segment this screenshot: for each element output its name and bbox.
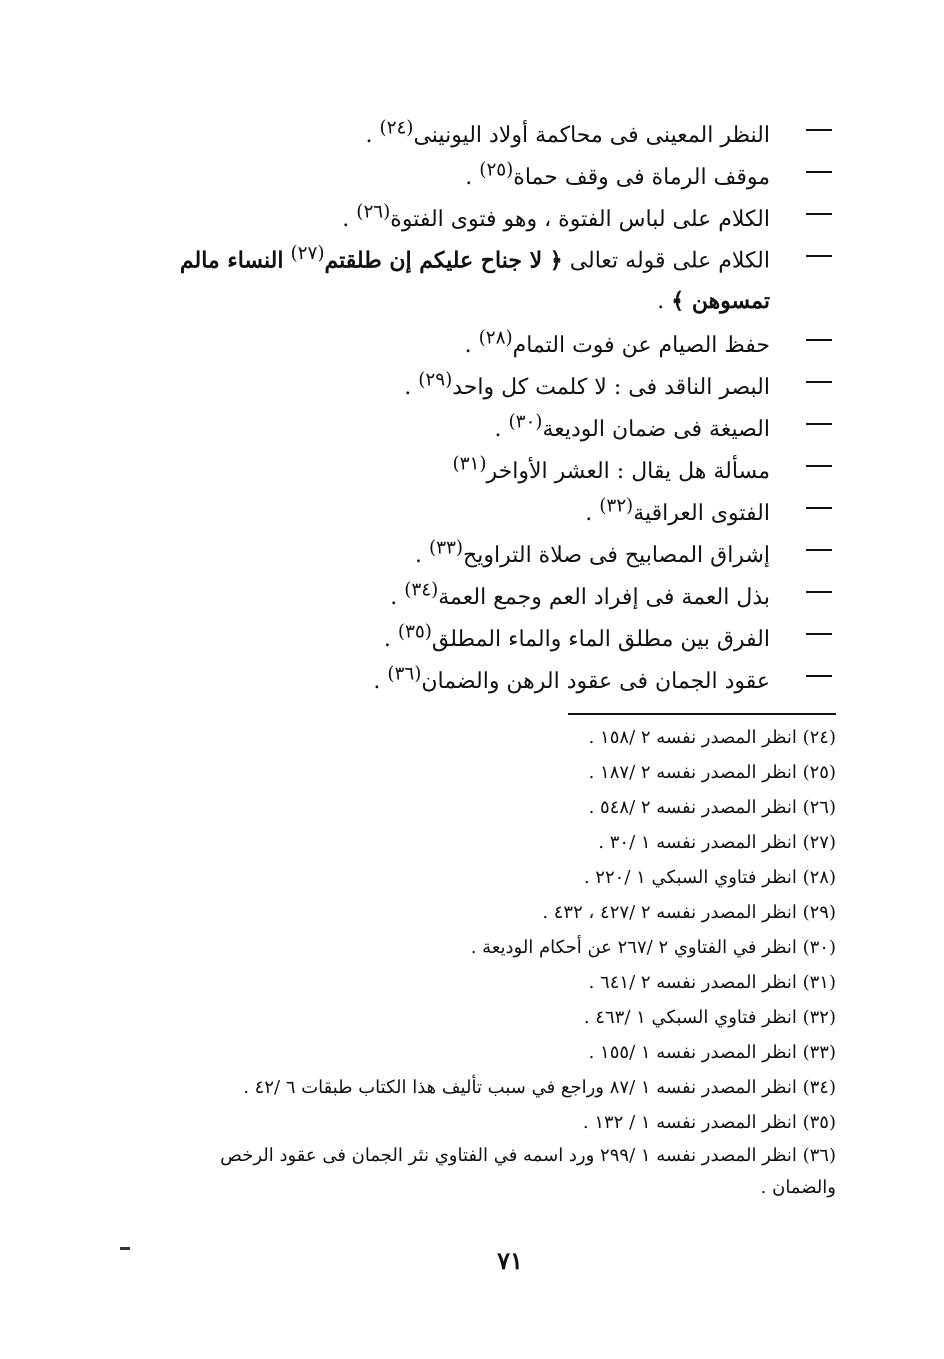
footnote-ref: (٢٩) — [418, 370, 453, 391]
item-end: . — [415, 543, 430, 569]
list-item — [152, 360, 832, 402]
footnote: (٢٧) انظر المصدر نفسه ١ /٣٠ . — [598, 832, 836, 853]
item-title: النظر المعينى فى محاكمة أولاد اليونينى — [413, 123, 770, 149]
item-end: . — [464, 333, 479, 359]
item-title: الكلام على لباس الفتوة ، وهو فتوى الفتوة — [390, 207, 770, 233]
bullet-dash — [806, 423, 832, 425]
item-end: . — [383, 627, 398, 653]
footnote: (٣٠) انظر في الفتاوي ٢ /٢٦٧ عن أحكام الوديعة . — [470, 937, 836, 958]
bullet-dash — [806, 213, 832, 215]
item-end: . — [404, 375, 419, 401]
list-item — [152, 486, 832, 528]
footnote-ref: (٣٢) — [599, 496, 634, 517]
footnote: (٢٥) انظر المصدر نفسه ٢ /١٨٧ . — [588, 762, 836, 783]
item-title: البصر الناقد فى : لا كلمت كل واحد — [452, 375, 770, 401]
item-title: بذل العمة فى إفراد العم وجمع العمة — [438, 585, 770, 611]
list-item — [152, 108, 832, 150]
list-item — [152, 612, 832, 654]
footnote-ref: (٣١) — [452, 454, 487, 475]
item-title: الصيغة فى ضمان الوديعة — [542, 417, 770, 443]
item-end: . — [585, 501, 600, 527]
bullet-dash — [806, 129, 832, 131]
bullet-dash — [806, 171, 832, 173]
footnote-ref: (٣٦) — [387, 664, 422, 685]
footnote-ref: (٣٣) — [429, 538, 464, 559]
list-item — [152, 318, 832, 360]
footnote-ref: (٣٥) — [397, 622, 432, 643]
item-end: . — [494, 417, 509, 443]
list-item — [152, 654, 832, 696]
bullet-dash — [806, 465, 832, 467]
footnote-ref: (٢٤) — [379, 118, 414, 139]
list-item — [152, 234, 832, 318]
list-item — [152, 192, 832, 234]
item-title: الفرق بين مطلق الماء والماء المطلق — [431, 627, 770, 653]
list-item — [152, 444, 832, 486]
list-item — [152, 528, 832, 570]
item-end: . — [373, 669, 388, 695]
page-number: ٧١ — [497, 1246, 523, 1275]
item-title: إشراق المصابيح فى صلاة التراويح — [463, 543, 770, 569]
footnote: (٢٩) انظر المصدر نفسه ٢ /٤٢٧ ، ٤٣٢ . — [542, 902, 836, 923]
footnote: (٢٦) انظر المصدر نفسه ٢ /٥٤٨ . — [588, 797, 836, 818]
item-end: . — [465, 165, 480, 191]
item-title: موقف الرماة فى وقف حماة — [513, 165, 770, 191]
footnote: (٣٤) انظر المصدر نفسه ١ /٨٧ وراجع في سبب تأليف هذا الكتاب طبقات ٦ /٤٢ . — [243, 1077, 836, 1098]
footnote-ref: (٢٥) — [479, 160, 514, 181]
footnote: (٣٦) انظر المصدر نفسه ١ /٢٩٩ ورد اسمه في الفتاوي نثر الجمان فى عقود الرخص والضمان . — [220, 1145, 836, 1198]
item-title: الفتوى العراقية — [633, 501, 770, 527]
bullet-dash — [806, 255, 832, 257]
item-end: . — [390, 585, 405, 611]
item-end: . — [365, 123, 380, 149]
list-item — [152, 570, 832, 612]
footnote: (٣١) انظر المصدر نفسه ٢ /٦٤١ . — [588, 972, 836, 993]
bullet-dash — [806, 591, 832, 593]
item-end: . — [657, 289, 672, 315]
item-title: مسألة هل يقال : العشر الأواخر — [486, 459, 770, 485]
footnotes — [156, 720, 836, 1204]
footnote-separator — [568, 713, 836, 715]
list-item — [152, 150, 832, 192]
footnote: (٣٣) انظر المصدر نفسه ١ /١٥٥ . — [588, 1042, 836, 1063]
bullet-dash — [806, 507, 832, 509]
footnote: (٣٢) انظر فتاوي السبكي ١ /٤٦٣ . — [583, 1007, 836, 1028]
quran-verse: ﴿ لا جناح عليكم إن طلقتم — [324, 247, 563, 274]
footnote-ref: (٢٧) — [290, 243, 325, 264]
footnote: (٢٤) انظر المصدر نفسه ٢ /١٥٨ . — [588, 727, 836, 748]
item-title: عقود الجمان فى عقود الرهن والضمان — [421, 669, 770, 695]
works-list — [152, 108, 832, 696]
bullet-dash — [806, 339, 832, 341]
footnote-ref: (٢٦) — [356, 202, 391, 223]
bullet-dash — [806, 381, 832, 383]
footnote-ref: (٣٠) — [508, 412, 543, 433]
item-title: الكلام على قوله تعالى — [569, 248, 770, 274]
bullet-dash — [806, 675, 832, 677]
footnote-ref: (٣٤) — [404, 580, 439, 601]
bullet-dash — [806, 633, 832, 635]
scan-mark — [120, 1247, 130, 1250]
item-title: حفظ الصيام عن فوت التمام — [512, 333, 770, 359]
footnote: (٣٥) انظر المصدر نفسه ١ / ١٣٢ . — [582, 1112, 836, 1133]
item-end: . — [342, 207, 357, 233]
bullet-dash — [806, 549, 832, 551]
footnote: (٢٨) انظر فتاوي السبكي ١ /٢٢٠ . — [583, 867, 836, 888]
footnote-ref: (٢٨) — [478, 328, 513, 349]
list-item — [152, 402, 832, 444]
quran-verse-continued: النساء مالم تمسوهن ﴾ — [179, 247, 770, 315]
